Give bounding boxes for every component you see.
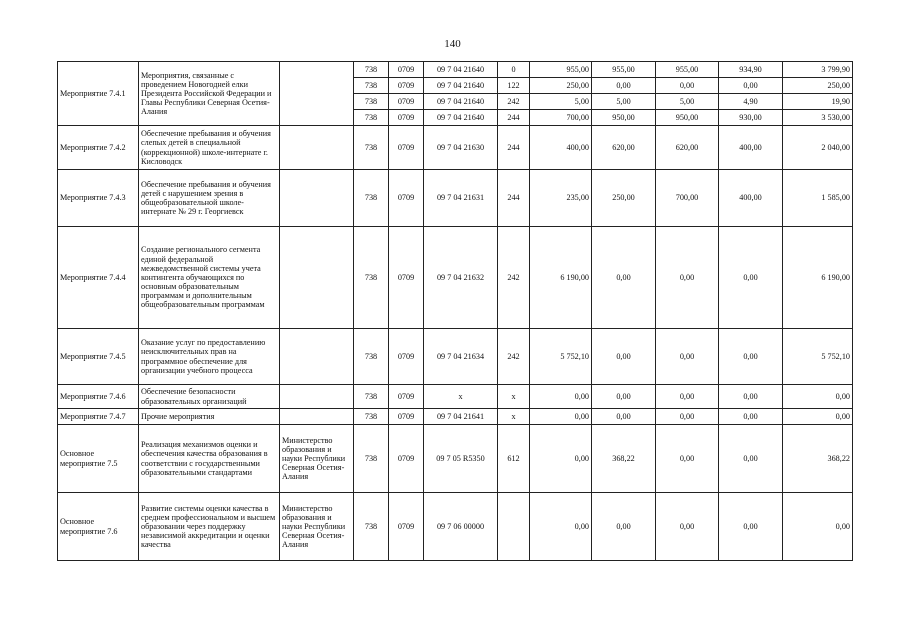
grbs-code: 738: [354, 110, 389, 126]
responsible-executor: [280, 227, 354, 329]
table-row: [58, 329, 853, 385]
value-year-1: 0,00: [530, 493, 592, 561]
value-year-3: 0,00: [656, 425, 719, 493]
value-total: 1 585,00: [783, 170, 853, 227]
table-row: [58, 385, 853, 409]
activity-name: Обеспечение безопасности образовательных организаций: [139, 385, 280, 409]
value-year-4: 0,00: [719, 227, 783, 329]
value-year-2: 250,00: [592, 170, 656, 227]
value-year-4: 400,00: [719, 126, 783, 170]
value-year-4: 400,00: [719, 170, 783, 227]
budget-table: [57, 61, 853, 561]
value-year-3: 620,00: [656, 126, 719, 170]
value-year-2: 0,00: [592, 329, 656, 385]
value-year-3: 700,00: [656, 170, 719, 227]
rzpr-code: 0709: [389, 227, 424, 329]
value-year-2: 0,00: [592, 409, 656, 425]
grbs-code: 738: [354, 227, 389, 329]
value-year-3: 955,00: [656, 62, 719, 78]
value-year-3: 0,00: [656, 409, 719, 425]
csr-code: 09 7 04 21640: [424, 62, 498, 78]
value-year-1: 5 752,10: [530, 329, 592, 385]
value-total: 6 190,00: [783, 227, 853, 329]
responsible-executor: [280, 329, 354, 385]
rzpr-code: 0709: [389, 493, 424, 561]
value-year-3: 0,00: [656, 329, 719, 385]
value-total: 5 752,10: [783, 329, 853, 385]
activity-label: Основное мероприятие 7.5: [58, 425, 139, 493]
value-year-1: 250,00: [530, 78, 592, 94]
responsible-executor: [280, 62, 354, 126]
page-number: 140: [444, 38, 461, 50]
value-year-3: 950,00: [656, 110, 719, 126]
activity-name: Обеспечение пребывания и обучения слепых детей в специальной (коррекционной) школе-интернате г. Кисловодск: [139, 126, 280, 170]
activity-name: Реализация механизмов оценки и обеспечения качества образования в соответствии с государственными образовательными стандартами: [139, 425, 280, 493]
activity-label: Основное мероприятие 7.6: [58, 493, 139, 561]
activity-label: Мероприятие 7.4.7: [58, 409, 139, 425]
grbs-code: 738: [354, 78, 389, 94]
activity-label: Мероприятие 7.4.2: [58, 126, 139, 170]
value-total: 0,00: [783, 385, 853, 409]
value-year-2: 5,00: [592, 94, 656, 110]
value-year-2: 0,00: [592, 493, 656, 561]
value-year-1: 235,00: [530, 170, 592, 227]
rzpr-code: 0709: [389, 385, 424, 409]
value-year-1: 0,00: [530, 385, 592, 409]
value-total: 250,00: [783, 78, 853, 94]
rzpr-code: 0709: [389, 78, 424, 94]
value-total: 3 799,90: [783, 62, 853, 78]
grbs-code: 738: [354, 170, 389, 227]
value-year-4: 934,90: [719, 62, 783, 78]
grbs-code: 738: [354, 425, 389, 493]
activity-label: Мероприятие 7.4.3: [58, 170, 139, 227]
value-year-2: 368,22: [592, 425, 656, 493]
value-year-3: 0,00: [656, 78, 719, 94]
csr-code: 09 7 04 21640: [424, 78, 498, 94]
value-year-4: 0,00: [719, 329, 783, 385]
grbs-code: 738: [354, 409, 389, 425]
activity-label: Мероприятие 7.4.4: [58, 227, 139, 329]
csr-code: 09 7 04 21632: [424, 227, 498, 329]
vr-code: 244: [498, 170, 530, 227]
rzpr-code: 0709: [389, 409, 424, 425]
activity-name: Оказание услуг по предоставлению неисключительных прав на программное обеспечение для организации учебного процесса: [139, 329, 280, 385]
vr-code: 244: [498, 126, 530, 170]
value-year-2: 950,00: [592, 110, 656, 126]
responsible-executor: [280, 170, 354, 227]
vr-code: х: [498, 385, 530, 409]
vr-code: х: [498, 409, 530, 425]
value-year-1: 955,00: [530, 62, 592, 78]
responsible-executor: [280, 409, 354, 425]
value-year-1: 6 190,00: [530, 227, 592, 329]
value-year-4: 0,00: [719, 493, 783, 561]
vr-code: 244: [498, 110, 530, 126]
table-row: [58, 170, 853, 227]
rzpr-code: 0709: [389, 94, 424, 110]
activity-name: Прочие мероприятия: [139, 409, 280, 425]
value-year-4: 0,00: [719, 385, 783, 409]
vr-code: 612: [498, 425, 530, 493]
rzpr-code: 0709: [389, 110, 424, 126]
rzpr-code: 0709: [389, 425, 424, 493]
csr-code: 09 7 04 21634: [424, 329, 498, 385]
vr-code: [498, 493, 530, 561]
activity-label: Мероприятие 7.4.5: [58, 329, 139, 385]
value-total: 0,00: [783, 409, 853, 425]
responsible-executor: [280, 126, 354, 170]
grbs-code: 738: [354, 62, 389, 78]
responsible-executor: Министерство образования и науки Республики Северная Осетия-Алания: [280, 425, 354, 493]
table-row: [58, 409, 853, 425]
value-year-4: 0,00: [719, 425, 783, 493]
table-row: [58, 227, 853, 329]
responsible-executor: Министерство образования и науки Республики Северная Осетия-Алания: [280, 493, 354, 561]
csr-code: 09 7 04 21640: [424, 110, 498, 126]
value-year-2: 0,00: [592, 78, 656, 94]
value-year-1: 700,00: [530, 110, 592, 126]
activity-name: Создание регионального сегмента единой федеральной межведомственной системы учета контингента обучающихся по основным образовательным программам и дополнительным общеобразовательным программам: [139, 227, 280, 329]
vr-code: 242: [498, 329, 530, 385]
csr-code: 09 7 04 21631: [424, 170, 498, 227]
grbs-code: 738: [354, 385, 389, 409]
value-year-4: 930,00: [719, 110, 783, 126]
value-year-1: 0,00: [530, 425, 592, 493]
value-year-3: 0,00: [656, 493, 719, 561]
value-year-2: 0,00: [592, 385, 656, 409]
value-year-1: 400,00: [530, 126, 592, 170]
table-row: [58, 493, 853, 561]
rzpr-code: 0709: [389, 126, 424, 170]
grbs-code: 738: [354, 126, 389, 170]
value-year-1: 0,00: [530, 409, 592, 425]
csr-code: 09 7 06 00000: [424, 493, 498, 561]
vr-code: 122: [498, 78, 530, 94]
table-row: [58, 425, 853, 493]
activity-name: Обеспечение пребывания и обучения детей с нарушением зрения в общеобразовательной школе-интернате № 29 г. Георгиевск: [139, 170, 280, 227]
rzpr-code: 0709: [389, 329, 424, 385]
responsible-executor: [280, 385, 354, 409]
csr-code: 09 7 04 21641: [424, 409, 498, 425]
value-total: 3 530,00: [783, 110, 853, 126]
value-year-1: 5,00: [530, 94, 592, 110]
csr-code: 09 7 05 R5350: [424, 425, 498, 493]
grbs-code: 738: [354, 329, 389, 385]
grbs-code: 738: [354, 493, 389, 561]
value-total: 368,22: [783, 425, 853, 493]
csr-code: 09 7 04 21630: [424, 126, 498, 170]
activity-name: Развитие системы оценки качества в среднем профессиональном и высшем образовании через поддержку независимой аккредитации и оценки качества: [139, 493, 280, 561]
vr-code: 0: [498, 62, 530, 78]
grbs-code: 738: [354, 94, 389, 110]
csr-code: 09 7 04 21640: [424, 94, 498, 110]
value-year-3: 0,00: [656, 227, 719, 329]
value-total: 0,00: [783, 493, 853, 561]
activity-label: Мероприятие 7.4.1: [58, 62, 139, 126]
value-year-4: 4,90: [719, 94, 783, 110]
value-year-4: 0,00: [719, 409, 783, 425]
value-year-2: 0,00: [592, 227, 656, 329]
vr-code: 242: [498, 94, 530, 110]
rzpr-code: 0709: [389, 62, 424, 78]
value-year-4: 0,00: [719, 78, 783, 94]
csr-code: х: [424, 385, 498, 409]
table-row: [58, 62, 853, 78]
rzpr-code: 0709: [389, 170, 424, 227]
activity-label: Мероприятие 7.4.6: [58, 385, 139, 409]
value-year-3: 0,00: [656, 385, 719, 409]
value-year-2: 955,00: [592, 62, 656, 78]
value-total: 19,90: [783, 94, 853, 110]
vr-code: 242: [498, 227, 530, 329]
table-row: [58, 126, 853, 170]
activity-name: Мероприятия, связанные с проведением Новогодней елки Президента Российской Федерации и Главы Республики Северная Осетия-Алания: [139, 62, 280, 126]
value-total: 2 040,00: [783, 126, 853, 170]
value-year-3: 5,00: [656, 94, 719, 110]
value-year-2: 620,00: [592, 126, 656, 170]
